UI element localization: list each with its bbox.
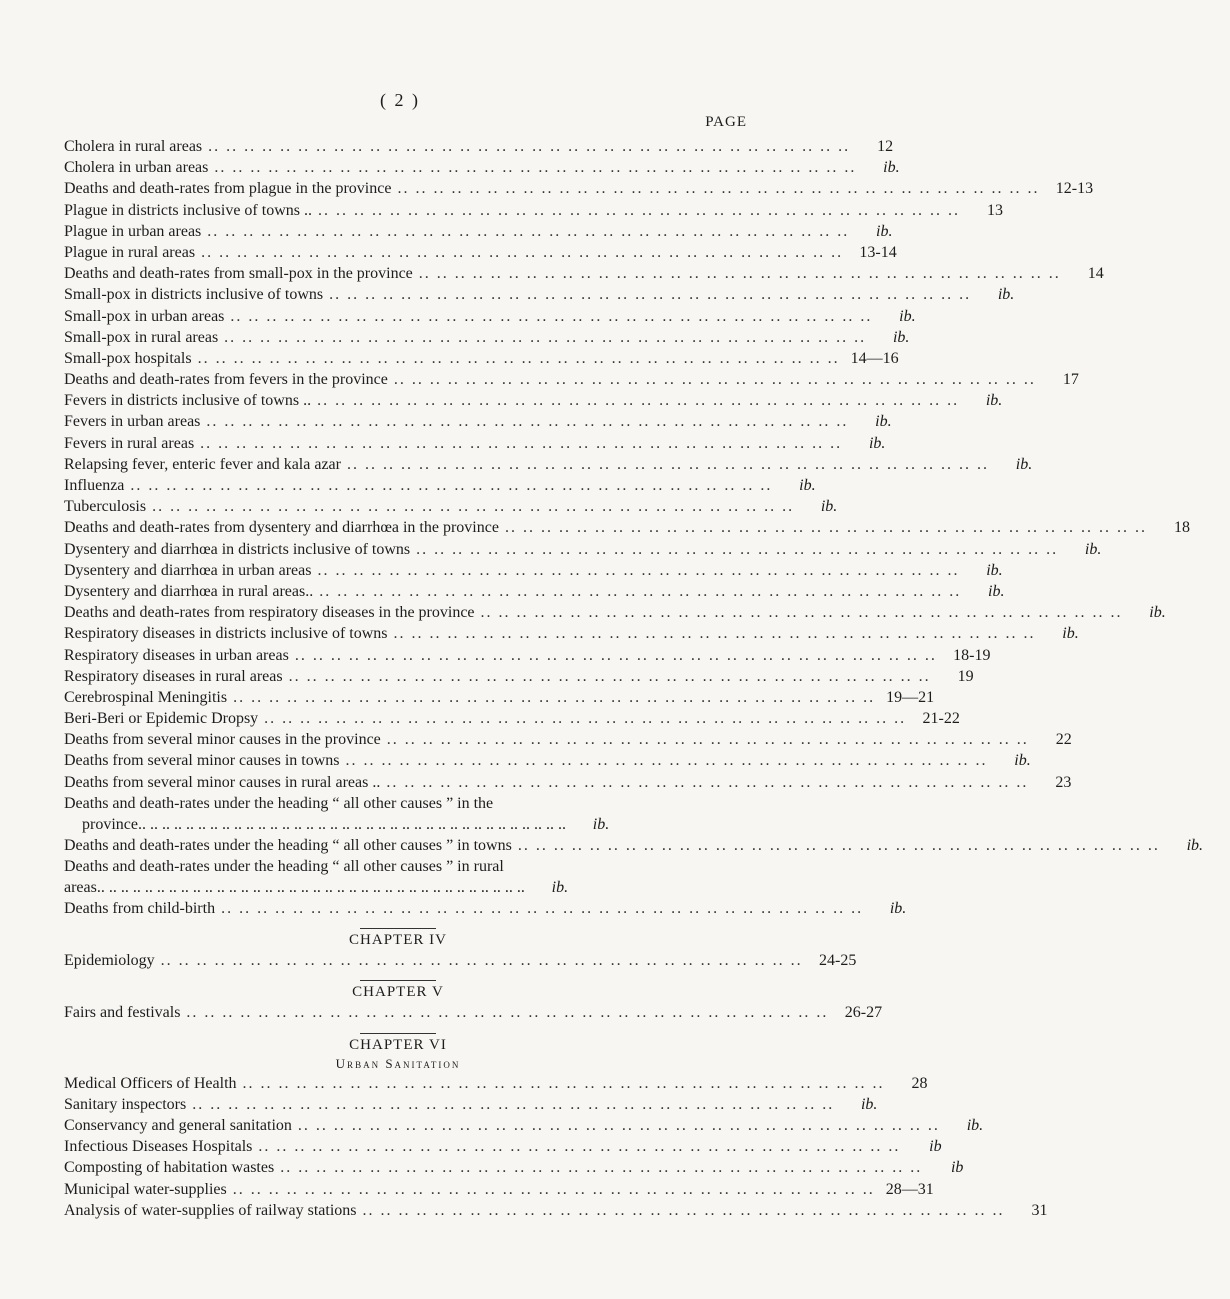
leader-dots: .. .. .. .. .. .. .. .. .. .. .. .. .. .. .. .. .. .. .. .. .. .. .. .. .. .. .. .. .. .. .. .. .. .. .. .. (130, 477, 773, 494)
entry-page: ib. (1014, 752, 1031, 770)
toc-entry (64, 221, 893, 242)
toc-section-chapter-iii (64, 136, 1190, 793)
entry-title: Respiratory diseases in urban areas (64, 646, 289, 664)
entry-title: Analysis of water-supplies of railway stations (64, 1201, 357, 1219)
leader-dots: .. .. .. .. .. .. .. .. .. .. .. .. .. .. .. .. .. .. .. .. .. .. .. .. .. .. .. .. .. .. .. .. .. .. .. .. (480, 604, 1123, 622)
entry-page: ib. (820, 498, 838, 516)
entry-title: Cholera in urban areas (64, 159, 209, 177)
entry-title: Epidemiology (64, 952, 155, 970)
leader-dots: .. .. .. .. .. .. .. .. .. .. .. .. .. .. .. .. .. .. .. .. .. .. .. .. .. .. .. .. .. .. .. .. .. .. .. .. (200, 434, 843, 452)
entry-page: ib. (1084, 540, 1102, 558)
entry-title: Deaths from several minor causes in towns (64, 752, 340, 770)
leader-dots: .. .. .. .. .. .. .. .. .. .. .. .. .. .. .. .. .. .. .. .. .. .. .. .. .. .. .. .. .. .. .. .. .. .. .. .. (393, 371, 1036, 389)
entry-title: Fevers in districts inclusive of towns .. (64, 392, 312, 410)
toc-entry (64, 666, 974, 687)
entry-page: ib (950, 1159, 964, 1177)
leader-dots: .. .. .. .. .. .. .. .. .. .. .. .. .. .. .. .. .. .. .. .. .. .. .. .. .. .. .. .. .. .. .. .. .. .. .. .. (152, 498, 795, 516)
entry-page: 18 (1173, 519, 1190, 537)
toc-entry (64, 602, 1166, 623)
entry-title: Respiratory diseases in districts inclusive of towns (64, 625, 388, 643)
toc-entry (64, 306, 916, 327)
chapter-iv-title: CHAPTER IV (349, 932, 447, 949)
toc-entry (64, 284, 1015, 305)
toc-entry (64, 1094, 878, 1115)
entry-title: Relapsing fever, enteric fever and kala azar (64, 455, 341, 473)
leader-dots: .. .. .. .. .. .. .. .. .. .. .. .. .. .. .. .. .. .. .. .. .. .. .. .. .. .. .. .. .. .. .. .. .. .. .. .. (206, 413, 849, 431)
chapter-v-heading (64, 980, 732, 1002)
entry-title: Influenza (64, 477, 125, 494)
leader-dots: .. .. .. .. .. .. .. .. .. .. .. .. .. .. .. .. .. .. .. .. .. .. .. .. .. .. .. .. .. .. .. .. .. .. .. .. (294, 646, 937, 664)
toc-entry (64, 1157, 964, 1178)
entry-page: 21-22 (922, 710, 960, 728)
toc-entry (64, 348, 899, 369)
entry-title: Cholera in rural areas (64, 138, 203, 155)
entry-title: Plague in rural areas (64, 243, 196, 261)
entry-page: ib (929, 1138, 942, 1156)
leader-dots: .. .. .. .. .. .. .. .. .. .. .. .. .. .. .. .. .. .. .. .. .. .. .. .. .. .. .. .. .. .. .. .. .. .. .. .. (230, 307, 873, 325)
toc-entry (64, 200, 1003, 221)
entry-page: ib. (1149, 604, 1166, 622)
toc-entry (64, 1073, 928, 1094)
leader-dots: .. .. .. .. .. .. .. .. .. .. .. .. .. .. .. .. .. .. .. .. .. .. .. .. .. .. .. .. .. .. .. .. .. .. .. .. (393, 625, 1036, 643)
leader-dots: .. .. .. .. .. .. .. .. .. .. .. .. .. .. .. .. .. .. .. .. .. .. .. .. .. .. .. .. .. .. .. .. .. .. .. .. (345, 752, 988, 770)
leader-dots: .. .. .. .. .. .. .. .. .. .. .. .. .. .. .. .. .. .. .. .. .. .. .. .. .. .. .. .. .. .. .. .. .. .. .. .. (160, 952, 803, 970)
leader-dots: .. .. .. .. .. .. .. .. .. .. .. .. .. .. .. .. .. .. .. .. .. .. .. .. .. .. .. .. .. .. .. .. .. .. .. .. (317, 392, 960, 410)
toc-entry (64, 517, 1190, 538)
page-column-label: PAGE (705, 114, 747, 130)
chapter-v-title: CHAPTER V (352, 984, 444, 1001)
toc-entry (64, 581, 1005, 602)
page-number: ( 2 ) (380, 90, 420, 110)
entry-title-line2: areas (64, 879, 97, 896)
entry-title: Deaths and death-rates from dysentery and diarrhœa in the province (64, 519, 499, 537)
toc-entry (64, 835, 1204, 856)
toc-entry (64, 729, 1072, 750)
toc-entry (64, 1179, 934, 1200)
entry-page: 31 (1031, 1201, 1048, 1219)
entry-title: Deaths from several minor causes in rural areas .. (64, 773, 381, 791)
heading-rule (360, 980, 436, 981)
entry-page: ib. (986, 561, 1003, 579)
leader-dots: .. .. .. .. .. .. .. .. .. .. .. .. .. .. .. .. .. .. .. .. .. .. .. .. .. .. .. .. .. .. .. .. .. .. .. .. (224, 328, 867, 346)
toc-entry (64, 496, 838, 517)
entry-page: 23 (1055, 773, 1072, 791)
entry-page: 22 (1055, 731, 1072, 749)
chapter-vi-heading (64, 1033, 732, 1055)
leader-dots: .. .. .. .. .. .. .. .. .. .. .. .. .. .. .. .. .. .. .. .. .. .. .. .. .. .. .. .. .. .. .. .. .. .. .. .. (517, 836, 1160, 854)
leader-dots: .. .. .. .. .. .. .. .. .. .. .. .. .. .. .. .. .. .. .. .. .. .. .. .. .. .. .. .. .. .. .. .. .. .. .. .. (201, 243, 844, 261)
chapter-vi-title: CHAPTER VI (349, 1036, 447, 1053)
toc-entry (64, 178, 1094, 199)
entry-page: 19—21 (886, 688, 935, 706)
leader-dots: .. .. .. .. .. .. .. .. .. .. .. .. .. .. .. .. .. .. .. .. .. .. .. .. .. .. .. .. .. .. .. .. .. .. .. .. (258, 1138, 901, 1156)
leader-dots: .. .. .. .. .. .. .. .. .. .. .. .. .. .. .. .. .. .. .. .. .. .. .. .. .. .. .. .. .. .. .. .. .. .. .. .. (186, 1004, 829, 1022)
entry-title: Small-pox in rural areas (64, 328, 219, 346)
leader-dots: .. .. .. .. .. .. .. .. .. .. .. .. .. .. .. .. .. .. .. .. .. .. .. .. .. .. .. .. .. .. .. .. .. .. .. .. (416, 540, 1059, 558)
toc-entry (64, 750, 1031, 771)
leader-dots: .. .. .. .. .. .. .. .. .. .. .. .. .. .. .. .. .. .. .. .. .. .. .. .. .. .. .. .. .. .. .. .. .. .. .. .. (297, 1116, 940, 1134)
leader-dots: .. .. .. .. .. .. .. .. .. .. .. .. .. .. .. .. .. .. .. .. .. .. .. .. .. .. .. .. .. .. .. .. .. .. .. .. (346, 455, 989, 473)
leader-dots: .. .. .. .. .. .. .. .. .. .. .. .. .. .. .. .. .. .. .. .. .. .. .. .. .. .. .. .. .. .. .. .. .. .. .. .. (362, 1201, 1005, 1219)
leader-dots: .. .. .. .. .. .. .. .. .. .. .. .. .. .. .. .. .. .. .. .. .. .. .. .. .. .. .. .. .. .. .. .. .. .. .. .. (197, 349, 840, 367)
entry-title: Small-pox in urban areas (64, 307, 225, 325)
entry-page: ib. (551, 879, 569, 896)
leader-dots: .. .. .. .. .. .. .. .. .. .. .. .. .. .. .. .. .. .. .. .. .. .. .. .. .. .. .. .. .. .. .. .. .. .. .. .. (242, 1074, 885, 1092)
toc-entry (64, 560, 1003, 581)
entry-page: 14—16 (850, 349, 899, 367)
entry-page: 13 (986, 201, 1003, 219)
entry-page: 28 (911, 1074, 928, 1092)
entry-title: Plague in urban areas (64, 222, 202, 240)
entry-page: ib. (985, 392, 1003, 410)
leader-dots: .. .. .. .. .. .. .. .. .. .. .. .. .. .. .. .. .. .. .. .. .. .. .. .. .. .. .. .. .. .. .. .. .. .. .. .. (386, 773, 1029, 791)
toc-entry (64, 433, 886, 454)
toc-entry (64, 136, 894, 157)
entry-title: Deaths and death-rates from fevers in the province (64, 371, 388, 389)
entry-title: Dysentery and diarrhœa in districts inclusive of towns (64, 540, 411, 558)
entry-title: Municipal water-supplies (64, 1180, 227, 1198)
toc-entry (64, 157, 900, 178)
entry-page: ib. (875, 413, 892, 431)
entry-title: Small-pox in districts inclusive of towns (64, 286, 324, 304)
entry-page: ib. (868, 434, 886, 452)
leader-dots: .. .. .. .. .. .. .. .. .. .. .. .. .. .. .. .. .. .. .. .. .. .. .. .. .. .. .. .. .. .. .. .. .. .. .. .. (233, 688, 876, 706)
entry-title: Composting of habitation wastes (64, 1159, 275, 1177)
entry-title: Beri-Beri or Epidemic Dropsy (64, 710, 259, 728)
toc-entry (64, 645, 991, 666)
toc-entry (64, 369, 1079, 390)
heading-rule (360, 928, 436, 929)
leader-dots: .. .. .. .. .. .. .. .. .. .. .. .. .. .. .. .. .. .. .. .. .. .. .. .. .. .. .. .. .. .. .. .. .. .. .. .. (214, 159, 857, 177)
entry-title: Fairs and festivals (64, 1004, 181, 1022)
leader-dots: .. .. .. .. .. .. .. .. .. .. .. .. .. .. .. .. .. .. .. .. .. .. .. .. .. .. .. .. .. .. .. .. .. .. .. .. (288, 667, 931, 685)
leader-dots: .. .. .. .. .. .. .. .. .. .. .. .. .. .. .. .. .. .. .. .. .. .. .. .. .. .. .. .. .. .. .. .. .. .. .. .. (96, 879, 525, 896)
toc-entry (64, 1002, 883, 1023)
leader-dots: .. .. .. .. .. .. .. .. .. .. .. .. .. .. .. .. .. .. .. .. .. .. .. .. .. .. .. .. .. .. .. .. .. .. .. .. (317, 561, 960, 579)
entry-title-line2: province (82, 815, 138, 833)
entry-page: ib. (883, 159, 900, 177)
toc-entry (64, 411, 892, 432)
entry-title: Deaths and death-rates from small-pox in the province (64, 265, 413, 283)
toc-entry (64, 687, 935, 708)
leader-dots: .. .. .. .. .. .. .. .. .. .. .. .. .. .. .. .. .. .. .. .. .. .. .. .. .. .. .. .. .. .. .. .. .. .. .. .. (504, 519, 1147, 537)
toc-entry (64, 772, 1072, 793)
entry-title: Cerebrospinal Meningitis (64, 688, 228, 706)
leader-dots: .. .. .. .. .. .. .. .. .. .. .. .. .. .. .. .. .. .. .. .. .. .. .. .. .. .. .. .. .. .. .. .. .. .. .. .. (317, 201, 960, 219)
entry-title: Fevers in rural areas (64, 434, 195, 452)
entry-page: ib. (1015, 455, 1033, 473)
leader-dots: .. .. .. .. .. .. .. .. .. .. .. .. .. .. .. .. .. .. .. .. .. .. .. .. .. .. .. .. .. .. .. .. .. .. .. .. (192, 1095, 835, 1113)
toc-entry (64, 1115, 984, 1136)
table-of-contents (64, 136, 1204, 1221)
toc-entry (64, 539, 1102, 560)
entry-page: 18-19 (953, 646, 991, 664)
entry-title: Plague in districts inclusive of towns .. (64, 201, 312, 219)
entry-title: Dysentery and diarrhœa in urban areas (64, 561, 312, 579)
toc-entry (64, 1200, 1048, 1221)
entry-title: Fevers in urban areas (64, 413, 201, 431)
leader-dots: .. .. .. .. .. .. .. .. .. .. .. .. .. .. .. .. .. .. .. .. .. .. .. .. .. .. .. .. .. .. .. .. .. .. .. .. (207, 222, 850, 240)
entry-title: Conservancy and general sanitation (64, 1116, 292, 1134)
entry-page: ib. (592, 815, 610, 833)
entry-title: Sanitary inspectors (64, 1095, 187, 1113)
toc-entry (64, 623, 1079, 644)
entry-page: 14 (1087, 265, 1104, 283)
entry-page: ib. (860, 1095, 878, 1113)
entry-page: 17 (1062, 371, 1079, 389)
leader-dots: .. .. .. .. .. .. .. .. .. .. .. .. .. .. .. .. .. .. .. .. .. .. .. .. .. .. .. .. .. .. .. .. .. .. .. .. (280, 1159, 923, 1177)
leader-dots: .. .. .. .. .. .. .. .. .. .. .. .. .. .. .. .. .. .. .. .. .. .. .. .. .. .. .. .. .. .. .. .. .. .. .. .. (329, 286, 972, 304)
entry-title: Deaths and death-rates from plague in the province (64, 180, 392, 198)
leader-dots: .. .. .. .. .. .. .. .. .. .. .. .. .. .. .. .. .. .. .. .. .. .. .. .. .. .. .. .. .. .. .. .. .. .. .. .. (232, 1180, 875, 1198)
entry-title: Infectious Diseases Hospitals (64, 1138, 253, 1156)
chapter-vi-subheading: Urban Sanitation (335, 1055, 461, 1071)
entry-page: 19 (957, 667, 974, 685)
entry-page: 12 (877, 138, 894, 155)
entry-page: ib. (966, 1116, 984, 1134)
entry-page: 12-13 (1055, 180, 1094, 198)
toc-entry (64, 708, 960, 729)
entry-page: ib. (1186, 836, 1204, 854)
toc-entry (64, 950, 857, 971)
entry-title: Dysentery and diarrhœa in rural areas.. (64, 582, 314, 600)
entry-title: Small-pox hospitals (64, 349, 192, 367)
entry-page: 28—31 (885, 1180, 934, 1198)
entry-page: 13-14 (859, 243, 897, 261)
entry-title: Deaths from child-birth (64, 900, 216, 917)
entry-page: ib. (892, 328, 910, 346)
entry-title: Medical Officers of Health (64, 1074, 237, 1092)
leader-dots: .. .. .. .. .. .. .. .. .. .. .. .. .. .. .. .. .. .. .. .. .. .. .. .. .. .. .. .. .. .. .. .. .. .. .. .. (418, 265, 1061, 283)
toc-entry (64, 390, 1003, 411)
toc-entry-wrapped (64, 793, 732, 835)
toc-section-chapter-vi (64, 1073, 1048, 1221)
entry-page: ib. (899, 307, 916, 325)
toc-entry (64, 1136, 942, 1157)
entry-page: ib. (997, 286, 1015, 304)
toc-entry (64, 242, 897, 263)
entry-title: Tuberculosis (64, 498, 147, 516)
entry-page: ib. (876, 222, 893, 240)
entry-page: ib. (889, 900, 907, 917)
entry-title: Deaths from several minor causes in the province (64, 731, 381, 749)
heading-rule (360, 1033, 436, 1034)
toc-entry-wrapped (64, 856, 732, 898)
toc-entry (64, 454, 1033, 475)
toc-entry (64, 898, 907, 919)
leader-dots: .. .. .. .. .. .. .. .. .. .. .. .. .. .. .. .. .. .. .. .. .. .. .. .. .. .. .. .. .. .. .. .. .. .. .. .. (386, 731, 1029, 749)
leader-dots: .. .. .. .. .. .. .. .. .. .. .. .. .. .. .. .. .. .. .. .. .. .. .. .. .. .. .. .. .. .. .. .. .. .. .. .. (208, 138, 851, 155)
entry-title: Respiratory diseases in rural areas (64, 667, 283, 685)
entry-title-line1: Deaths and death-rates under the heading “ all other causes ” in rural (64, 858, 504, 875)
entry-title: Deaths and death-rates from respiratory diseases in the province (64, 604, 475, 622)
entry-page: ib. (799, 477, 816, 494)
leader-dots: .. .. .. .. .. .. .. .. .. .. .. .. .. .. .. .. .. .. .. .. .. .. .. .. .. .. .. .. .. .. .. .. .. .. .. .. (319, 582, 962, 600)
entry-title-line1: Deaths and death-rates under the heading “ all other causes ” in the (64, 794, 494, 812)
leader-dots: .. .. .. .. .. .. .. .. .. .. .. .. .. .. .. .. .. .. .. .. .. .. .. .. .. .. .. .. .. .. .. .. .. .. .. .. (264, 710, 907, 728)
leader-dots: .. .. .. .. .. .. .. .. .. .. .. .. .. .. .. .. .. .. .. .. .. .. .. .. .. .. .. .. .. .. .. .. .. .. .. .. (221, 900, 864, 917)
entry-page: 26-27 (844, 1004, 883, 1022)
toc-entry (64, 475, 816, 496)
entry-title: Deaths and death-rates under the heading “ all other causes ” in towns (64, 836, 512, 854)
entry-page: 24-25 (818, 952, 857, 970)
entry-page: ib. (988, 582, 1005, 600)
leader-dots: .. .. .. .. .. .. .. .. .. .. .. .. .. .. .. .. .. .. .. .. .. .. .. .. .. .. .. .. .. .. .. .. .. .. .. .. (137, 815, 566, 833)
chapter-iv-heading (64, 928, 732, 950)
toc-entry (64, 327, 910, 348)
toc-entry (64, 263, 1104, 284)
entry-page: ib. (1062, 625, 1079, 643)
leader-dots: .. .. .. .. .. .. .. .. .. .. .. .. .. .. .. .. .. .. .. .. .. .. .. .. .. .. .. .. .. .. .. .. .. .. .. .. (397, 180, 1040, 198)
